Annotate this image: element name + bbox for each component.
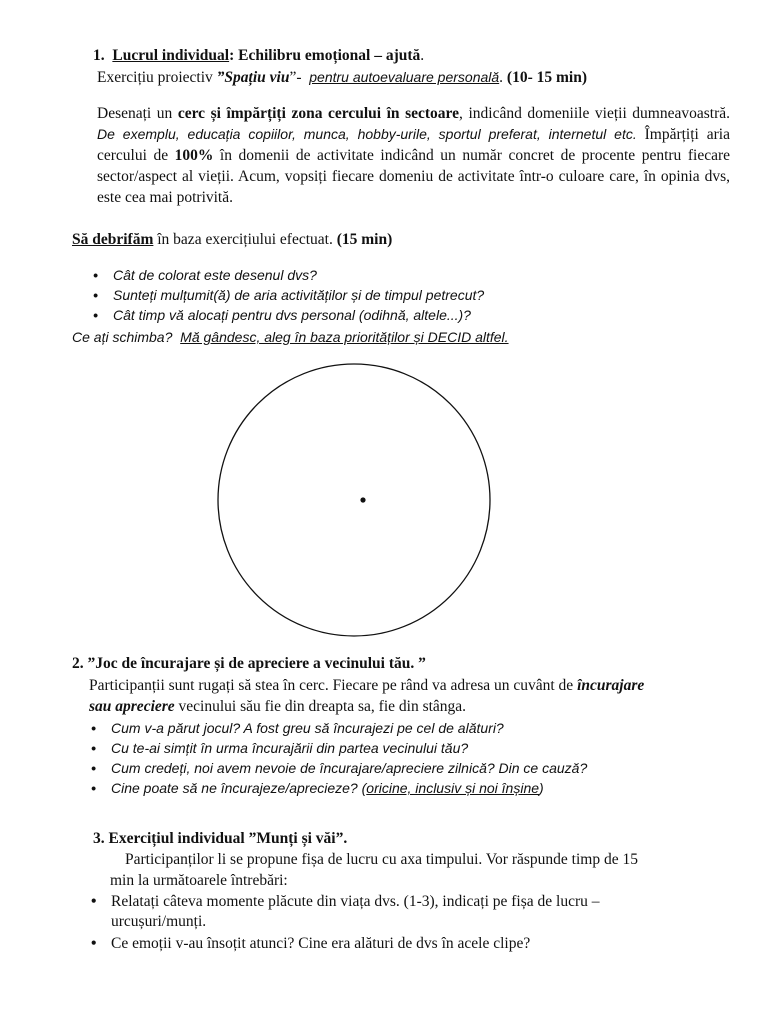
list-item — [89, 892, 600, 912]
section2-title: 2. ”Joc de încurajare și de apreciere a vecinului tău. ” — [72, 655, 426, 672]
exercise-name: ”Spațiu viu — [216, 69, 290, 86]
bullet-icon: • — [91, 780, 96, 796]
question-text: Cu te-ai simțit în urma încurajării din partea vecinului tău? — [111, 740, 469, 756]
question-text: Cine poate să ne încurajeze/aprecieze? ( — [111, 780, 367, 796]
para-text-1: Desenați un — [97, 105, 178, 122]
question-text: Cum credeți, noi avem nevoie de încurajare/apreciere zilnică? Din ce cauză? — [111, 760, 588, 776]
section2-questions — [89, 718, 587, 798]
life-circle — [218, 364, 490, 636]
para-examples: De exemplu, educația copiilor, munca, hobby-urile, sportul preferat, internetul etc. — [97, 126, 637, 142]
para-bold-1: cerc și împărțiți zona cercului în sectoare — [177, 105, 460, 122]
list-item — [89, 738, 587, 758]
debrief-title: Să debrifăm — [72, 231, 154, 248]
section2-line1-text: Participanții sunt rugați să stea în cerc. Fiecare pe rând va adresa un cuvânt de — [89, 677, 578, 694]
debrief-title-rest: în baza exercițiului efectuat. — [153, 231, 337, 248]
list-item — [89, 758, 587, 778]
exercise-time: (10- 15 min) — [506, 69, 587, 86]
exercise-prefix: Exercițiu proiectiv — [97, 69, 217, 86]
list-item — [89, 912, 600, 932]
section1-title-end: . — [420, 47, 425, 64]
bullet-text-cont: urcușuri/munți. — [111, 913, 207, 930]
bullet-icon: • — [91, 760, 96, 776]
section3-bullets — [89, 892, 600, 954]
question-text: Cât de colorat este desenul dvs? — [113, 267, 317, 283]
para-text-2: , indicând domeniile vieții dumneavoastră. — [459, 105, 730, 122]
bullet-icon: • — [91, 740, 96, 756]
section3-intro-1: Participanților li se propune fișa de lucru cu axa timpului. Vor răspunde timp de 15 — [125, 851, 638, 868]
section2-line2-text: vecinului său fie din dreapta sa, fie din stânga. — [174, 698, 467, 715]
change-answer: Mă gândesc, aleg în baza priorităților și DECID altfel. — [180, 329, 509, 345]
appreciation-word: sau apreciere — [89, 698, 175, 715]
bullet-icon: • — [93, 287, 98, 303]
exercise-purpose: pentru autoevaluare personală — [309, 69, 500, 85]
section2-line1 — [89, 676, 644, 696]
list-item — [89, 778, 587, 798]
section2-line2 — [89, 697, 466, 717]
section3-intro-2: min la următoarele întrebări: — [110, 872, 288, 889]
question-end: ) — [539, 780, 544, 796]
debrief-time: (15 min) — [336, 231, 393, 248]
section3-title: 3. Exercițiul individual ”Munți și văi”. — [93, 830, 348, 847]
center-dot — [360, 497, 365, 502]
bullet-icon: • — [93, 307, 98, 323]
question-text: Cât timp vă alocați pentru dvs personal (odihnă, altele...)? — [113, 307, 471, 323]
bullet-icon: • — [91, 893, 97, 910]
exercise-quote-end: ”- — [289, 69, 306, 86]
list-item — [89, 934, 600, 954]
bullet-text: Relatați câteva momente plăcute din viața dvs. (1-3), indicați pe fișa de lucru – — [111, 893, 600, 910]
section1-subtitle: : Echilibru emoțional – ajută — [229, 47, 421, 64]
para-text-3: Împărțiți aria cercului de — [97, 126, 730, 164]
list-item — [89, 718, 587, 738]
question-text: Cum v-a părut jocul? A fost greu să încurajezi pe cel de alături? — [111, 720, 504, 736]
answer-underlined: oricine, inclusiv și noi înșine — [366, 780, 540, 796]
bullet-icon: • — [91, 935, 97, 952]
para-text-4: în domenii de activitate indicând un număr concret de procente pentru fiecare sector/aspect al vieții. Acum, vopsiți fiecare domeniu de activitate într-o culoare care, în opinia dvs, este cea mai potrivită. — [97, 147, 730, 206]
bullet-text: Ce emoții v-au însoțit atunci? Cine era alături de dvs în acele clipe? — [111, 935, 531, 952]
section1-exercise-line: Exercițiu proiectiv ”Spațiu viu”- pentru autoevaluare personală. (10- 15 min) — [97, 69, 587, 86]
para-bold-2: 100% — [174, 147, 214, 164]
section1-number: 1. — [93, 47, 105, 64]
bullet-icon: • — [91, 720, 96, 736]
encourage-word: încurajare — [577, 677, 645, 694]
question-text: Sunteți mulțumit(ă) de aria activităților și de timpul petrecut? — [113, 287, 485, 303]
bullet-icon: • — [93, 267, 98, 283]
change-question: Ce ați schimba? — [72, 329, 177, 345]
section1-title: Lucrul individual — [112, 47, 230, 64]
